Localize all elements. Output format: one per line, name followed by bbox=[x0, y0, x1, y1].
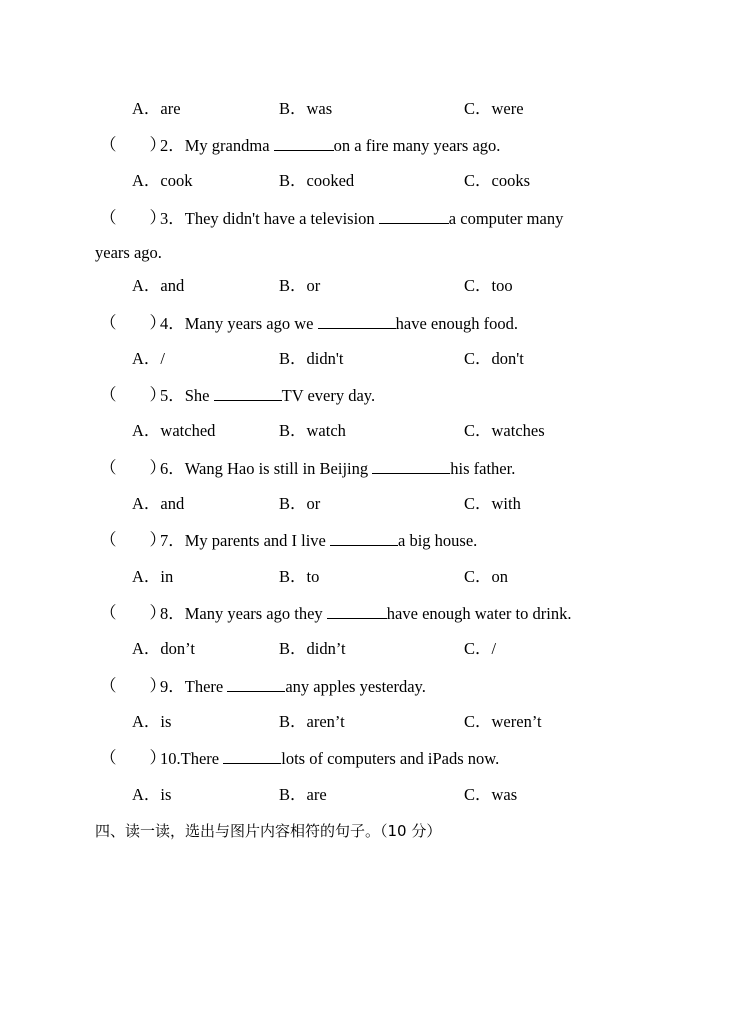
q7-option-c: C．on bbox=[464, 567, 509, 586]
q10-number: 10. bbox=[160, 749, 181, 768]
q7-answer-paren[interactable]: （ ） bbox=[100, 530, 166, 549]
q3-text-post: a computer many bbox=[448, 209, 564, 228]
q2-text-post: on a fire many years ago. bbox=[333, 136, 501, 155]
q8-number: 8． bbox=[160, 604, 185, 623]
q3-text-pre: They didn't have a television bbox=[184, 209, 379, 228]
q6-stem bbox=[160, 458, 515, 479]
q1-option-c: C．were bbox=[464, 99, 524, 118]
q8-option-b: B．didn’t bbox=[279, 639, 346, 658]
q4-answer-paren[interactable]: （ ） bbox=[100, 313, 166, 332]
q7-text-post: a big house. bbox=[398, 531, 478, 550]
q6-option-c: C．with bbox=[464, 494, 521, 513]
q6-answer-paren[interactable]: （ ） bbox=[100, 458, 166, 477]
q6-option-a: A．and bbox=[132, 494, 185, 513]
q10-stem bbox=[160, 748, 499, 769]
q6-number: 6． bbox=[160, 459, 185, 478]
q3-option-b: B．or bbox=[279, 276, 321, 295]
q7-blank bbox=[330, 530, 398, 546]
q7-option-a: A．in bbox=[132, 567, 174, 586]
q2-option-c: C．cooks bbox=[464, 171, 530, 190]
section-4-heading: 四、读一读，选出与图片内容相符的句子。（10 分） bbox=[95, 822, 442, 840]
q5-blank bbox=[214, 385, 282, 401]
q5-text-post: TV every day. bbox=[281, 386, 376, 405]
q5-option-b: B．watch bbox=[279, 421, 346, 440]
q6-option-b: B．or bbox=[279, 494, 321, 513]
q9-blank bbox=[227, 676, 285, 692]
q2-stem bbox=[160, 135, 500, 156]
q10-blank bbox=[223, 748, 281, 764]
q9-option-c: C．weren’t bbox=[464, 712, 542, 731]
q4-number: 4． bbox=[160, 314, 185, 333]
q10-option-b: B．are bbox=[279, 785, 327, 804]
q4-option-a: A．/ bbox=[132, 349, 165, 368]
q2-number: 2． bbox=[160, 136, 185, 155]
q8-answer-paren[interactable]: （ ） bbox=[100, 603, 166, 622]
q2-blank bbox=[274, 135, 334, 151]
q8-option-a: A．don’t bbox=[132, 639, 195, 658]
q7-number: 7． bbox=[160, 531, 185, 550]
q3-option-a: A．and bbox=[132, 276, 185, 295]
q3-blank bbox=[379, 208, 449, 224]
q5-option-a: A．watched bbox=[132, 421, 216, 440]
q9-text-pre: There bbox=[184, 677, 228, 696]
q9-number: 9． bbox=[160, 677, 185, 696]
q4-blank bbox=[318, 313, 396, 329]
q7-option-b: B．to bbox=[279, 567, 320, 586]
q4-text-pre: Many years ago we bbox=[184, 314, 318, 333]
q3-stem bbox=[160, 208, 563, 229]
q4-text-post: have enough food. bbox=[395, 314, 518, 333]
q4-stem bbox=[160, 313, 518, 334]
q5-number: 5． bbox=[160, 386, 185, 405]
q6-blank bbox=[372, 458, 450, 474]
q10-answer-paren[interactable]: （ ） bbox=[100, 748, 166, 767]
q9-option-b: B．aren’t bbox=[279, 712, 345, 731]
q5-option-c: C．watches bbox=[464, 421, 545, 440]
q3-continuation: years ago. bbox=[95, 243, 162, 262]
q9-option-a: A．is bbox=[132, 712, 172, 731]
q2-answer-paren[interactable]: （ ） bbox=[100, 135, 166, 154]
q8-blank bbox=[327, 603, 387, 619]
q10-option-a: A．is bbox=[132, 785, 172, 804]
q6-text-post: his father. bbox=[450, 459, 516, 478]
q7-stem bbox=[160, 530, 477, 551]
q10-option-c: C．was bbox=[464, 785, 518, 804]
q8-text-pre: Many years ago they bbox=[184, 604, 327, 623]
q2-option-a: A．cook bbox=[132, 171, 193, 190]
q9-stem bbox=[160, 676, 426, 697]
q5-text-pre: She bbox=[184, 386, 214, 405]
q3-number: 3． bbox=[160, 209, 185, 228]
q4-option-b: B．didn't bbox=[279, 349, 344, 368]
q3-option-c: C．too bbox=[464, 276, 513, 295]
q9-answer-paren[interactable]: （ ） bbox=[100, 676, 166, 695]
q7-text-pre: My parents and I live bbox=[184, 531, 331, 550]
q1-option-b: B．was bbox=[279, 99, 333, 118]
q4-option-c: C．don't bbox=[464, 349, 524, 368]
q3-answer-paren[interactable]: （ ） bbox=[100, 208, 166, 227]
q5-stem bbox=[160, 385, 375, 406]
q10-text-post: lots of computers and iPads now. bbox=[281, 749, 500, 768]
q5-answer-paren[interactable]: （ ） bbox=[100, 385, 166, 404]
q8-option-c: C．/ bbox=[464, 639, 497, 658]
q2-option-b: B．cooked bbox=[279, 171, 355, 190]
q2-text-pre: My grandma bbox=[184, 136, 274, 155]
q9-text-post: any apples yesterday. bbox=[285, 677, 426, 696]
q8-stem bbox=[160, 603, 571, 624]
q1-option-a: A．are bbox=[132, 99, 181, 118]
q10-text-pre: There bbox=[180, 749, 224, 768]
q8-text-post: have enough water to drink. bbox=[386, 604, 572, 623]
q6-text-pre: Wang Hao is still in Beijing bbox=[184, 459, 373, 478]
